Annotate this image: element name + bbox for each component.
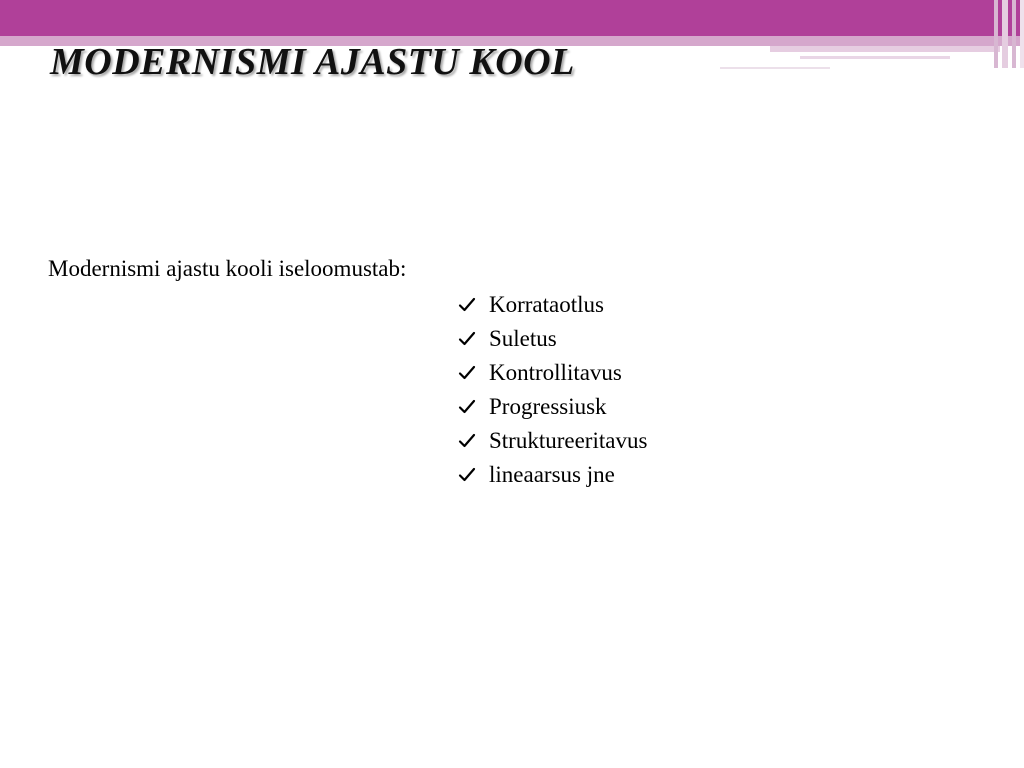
list-item (458, 356, 647, 390)
list-item (458, 424, 647, 458)
list-item-label: lineaarsus jne (489, 462, 615, 487)
list-item (458, 288, 647, 322)
decorative-line (800, 56, 950, 59)
list-item-label: Progressiusk (489, 394, 607, 419)
intro-text: Modernismi ajastu kooli iseloomustab: (48, 256, 407, 281)
checkmark-icon (458, 296, 476, 314)
list-item-label: Struktureeritavus (489, 428, 648, 453)
decorative-bar (1020, 0, 1024, 68)
decorative-vertical-bars (994, 0, 1024, 68)
list-item (458, 458, 647, 492)
checkmark-icon (458, 466, 476, 484)
list-item (458, 390, 647, 424)
decorative-bar (1012, 0, 1016, 68)
decorative-line (720, 67, 830, 69)
checkmark-icon (458, 330, 476, 348)
list-item-label: Suletus (489, 326, 557, 351)
checkmark-icon (458, 364, 476, 382)
checkmark-icon (458, 432, 476, 450)
header-stripe-thin (770, 46, 1000, 52)
decorative-bar (994, 0, 998, 68)
list-item (458, 322, 647, 356)
slide-title: MODERNISMI AJASTU KOOL (50, 41, 575, 83)
list-item-label: Korrataotlus (489, 292, 604, 317)
header-band (0, 0, 1024, 36)
checkmark-icon (458, 398, 476, 416)
decorative-bar (1002, 0, 1008, 68)
checklist (458, 288, 647, 492)
list-item-label: Kontrollitavus (489, 360, 622, 385)
